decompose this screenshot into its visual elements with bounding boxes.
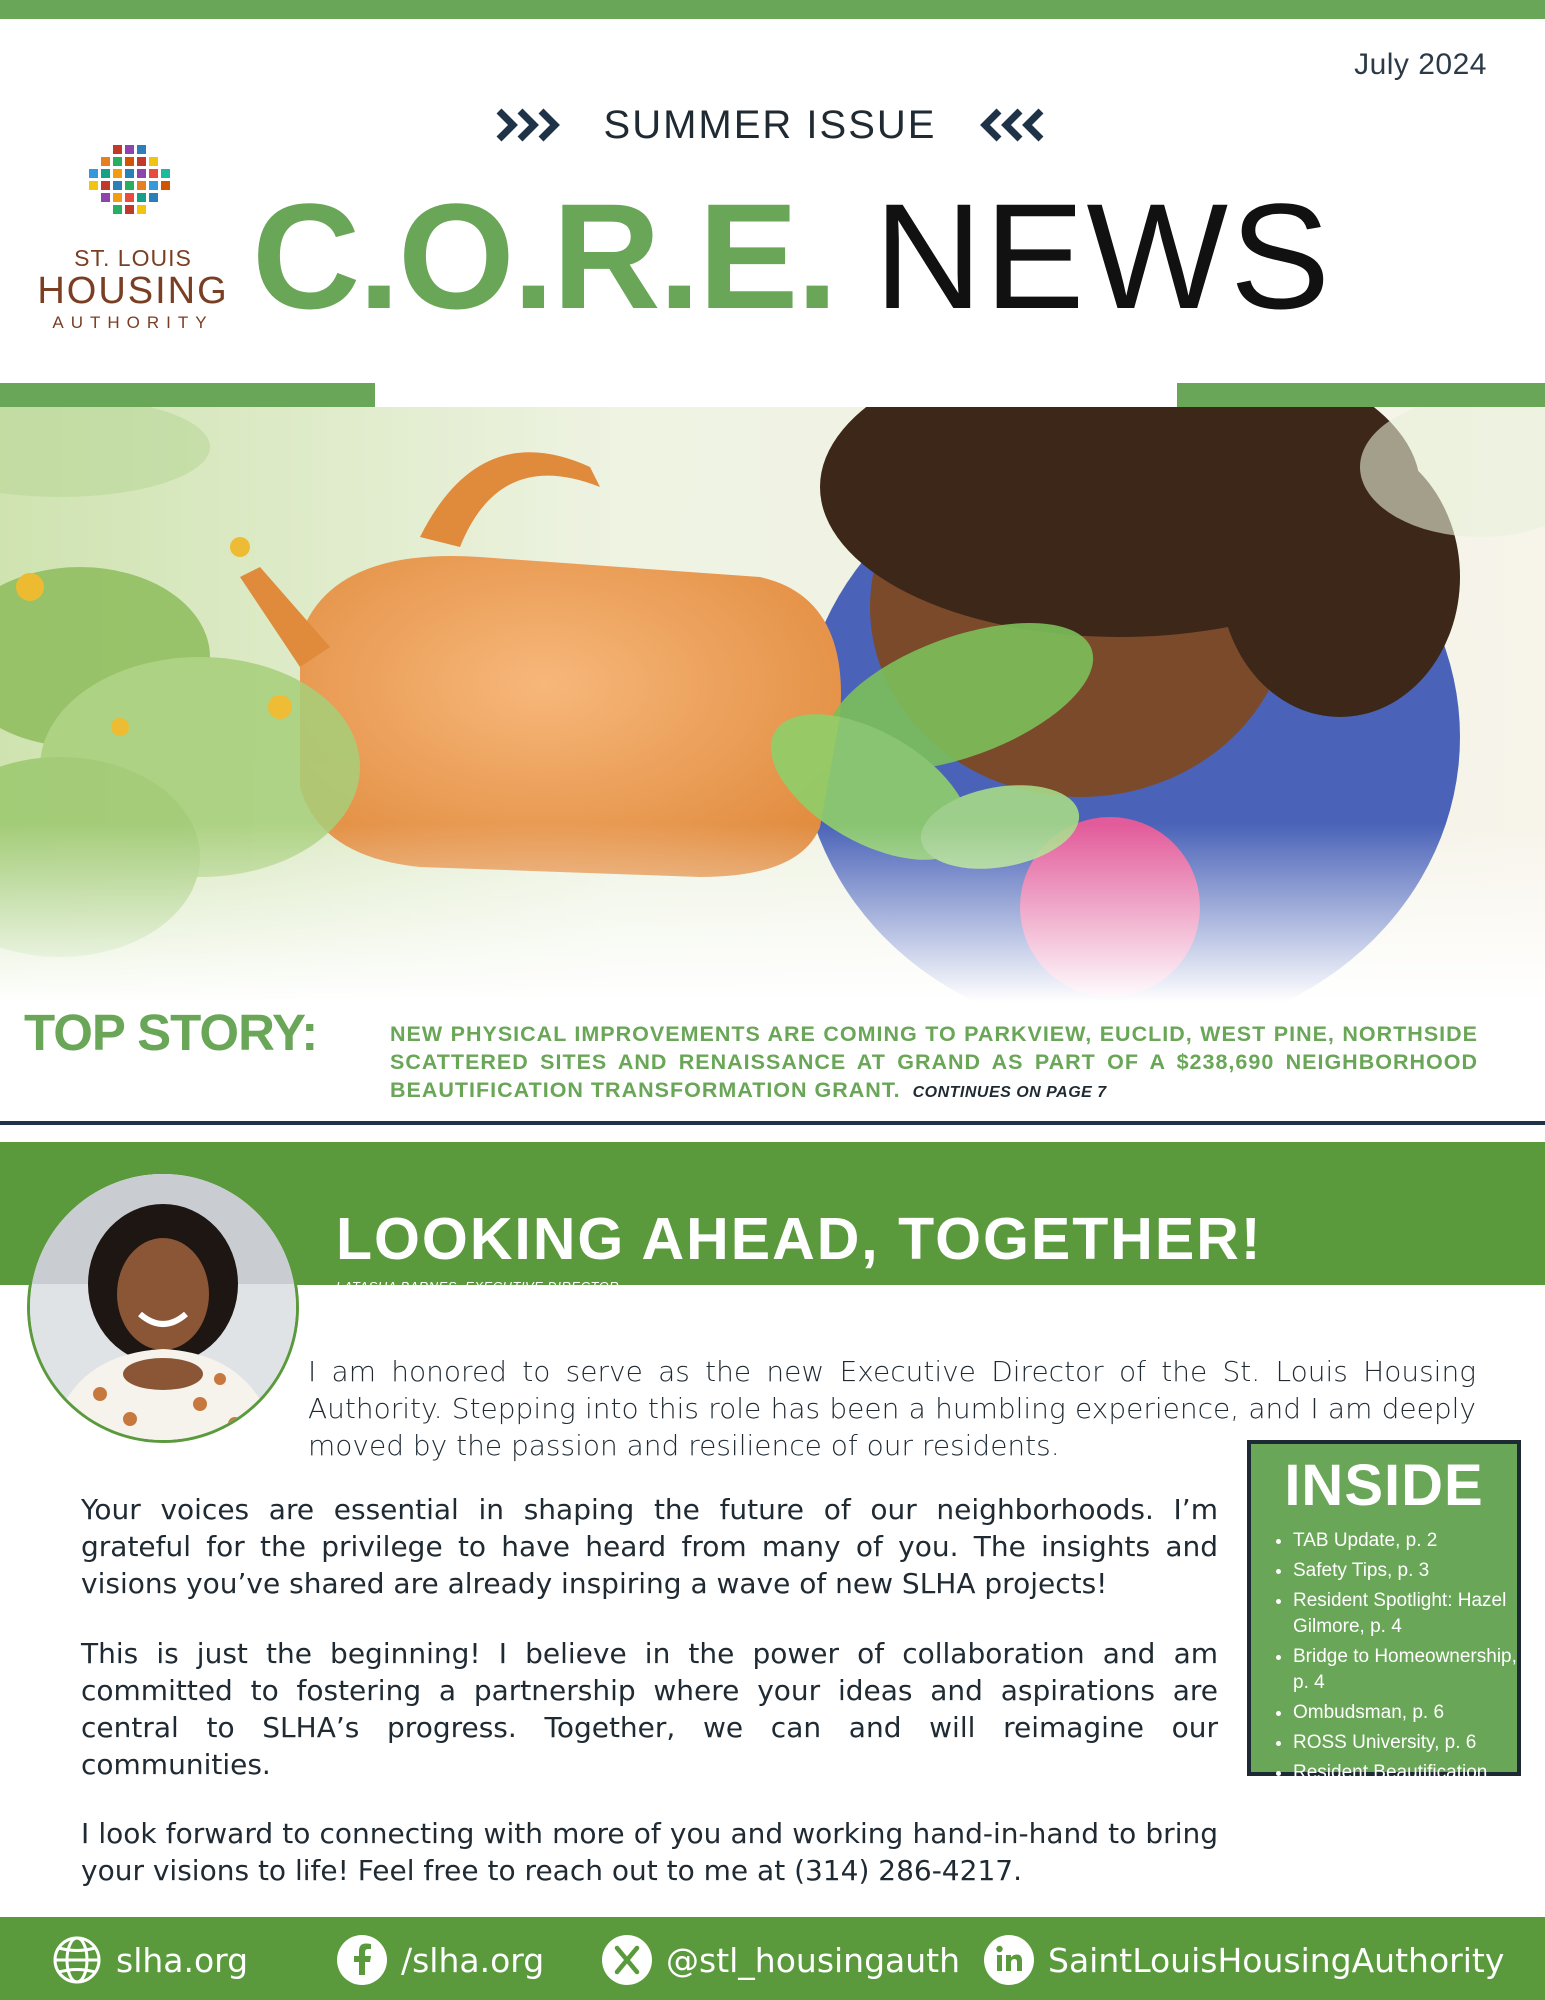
- issue-row: [496, 98, 1044, 152]
- top-story-text: [390, 1020, 1478, 1107]
- article-paragraph-2: Your voices are essential in shaping the future of our neighborhoods. I’m grateful for the privilege to have heard from many of you. The insights and visions you’ve shared are already inspiring a wave of new SLHA projects!: [81, 1493, 1218, 1600]
- inside-list: [1251, 1528, 1517, 1816]
- inside-title: INSIDE: [1284, 1453, 1484, 1518]
- inside-item[interactable]: • TAB Update, p. 2: [1293, 1528, 1517, 1554]
- issue-label: SUMMER ISSUE: [603, 102, 937, 147]
- issue-date: July 2024: [1354, 48, 1487, 81]
- chevrons-right-icon: [496, 105, 562, 145]
- masthead-news: NEWS: [874, 172, 1333, 340]
- inside-item[interactable]: • ROSS University, p. 6: [1293, 1730, 1517, 1756]
- footer-linkedin-text: SaintLouisHousingAuthority: [1048, 1940, 1505, 1980]
- section-divider: [0, 1121, 1545, 1125]
- logo-line-2: HOUSING: [37, 270, 229, 312]
- inside-item[interactable]: • Ombudsman, p. 6: [1293, 1700, 1517, 1726]
- article-title: LOOKING AHEAD, TOGETHER!: [336, 1206, 1263, 1272]
- inside-item[interactable]: • Bridge to Homeownership, p. 4: [1293, 1644, 1517, 1696]
- logo-line-1: ST. LOUIS: [74, 245, 192, 271]
- globe-icon: [52, 1935, 102, 1985]
- inside-item[interactable]: • Resident Spotlight: Hazel Gilmore, p. 4: [1293, 1588, 1517, 1640]
- chevrons-left-icon: [978, 105, 1044, 145]
- slha-logo[interactable]: [28, 145, 238, 340]
- article-paragraph-1: I am honored to serve as the new Executive Director of the St. Louis Housing Authority. Stepping into this role has been a humbling experience, and I am deeply moved by the passion and resilience of our residents.: [308, 1355, 1476, 1462]
- x-icon: [602, 1935, 652, 1985]
- top-accent-bar: [0, 0, 1545, 19]
- inside-item[interactable]: • Resident Beautification Program, p. 7: [1293, 1760, 1517, 1812]
- footer-website-link[interactable]: [52, 1935, 248, 1985]
- hero-photo: [0, 407, 1545, 1002]
- footer-facebook-text: /slha.org: [401, 1940, 545, 1980]
- linkedin-icon: [984, 1935, 1034, 1985]
- footer: [0, 1917, 1545, 2000]
- article-paragraph-4: I look forward to connecting with more of you and working hand-in-hand to bring your visions to life! Feel free to reach out to me at (314) 286-4217.: [81, 1817, 1218, 1887]
- footer-linkedin-link[interactable]: [984, 1935, 1504, 1985]
- author-portrait: [27, 1171, 299, 1443]
- article-paragraph-3: This is just the beginning! I believe in the power of collaboration and am committed to fostering a partnership where your ideas and aspirations are central to SLHA’s progress. Together, we can and will reimagine our communities.: [81, 1637, 1218, 1781]
- inside-item[interactable]: • Safety Tips, p. 3: [1293, 1558, 1517, 1584]
- top-story-headline: NEW PHYSICAL IMPROVEMENTS ARE COMING TO PARKVIEW, EUCLID, WEST PINE, NORTHSIDE SCATTERED SITES AND RENAISSANCE AT GRAND AS PART OF A $238,690 NEIGHBORHOOD BEAUTIFICATION TRANSFORMATION GRANT.: [390, 1022, 1478, 1102]
- footer-facebook-link[interactable]: [337, 1935, 544, 1985]
- top-story-label: TOP STORY:: [24, 1004, 318, 1061]
- footer-x-text: @stl_housingauth: [666, 1940, 961, 1980]
- logo-mosaic-icon: [83, 145, 183, 225]
- inside-box: [1247, 1440, 1521, 1809]
- article-byline: LATASHA BARNES, EXECUTIVE DIRECTOR: [336, 1279, 620, 1294]
- masthead: [252, 170, 1332, 340]
- top-story-continues-link[interactable]: CONTINUES ON PAGE 7: [912, 1084, 1107, 1101]
- masthead-core: C.O.R.E.: [252, 172, 837, 340]
- footer-x-link[interactable]: [602, 1935, 960, 1985]
- footer-website-text: slha.org: [116, 1940, 249, 1980]
- facebook-icon: [337, 1935, 387, 1985]
- logo-line-3: AUTHORITY: [52, 313, 214, 332]
